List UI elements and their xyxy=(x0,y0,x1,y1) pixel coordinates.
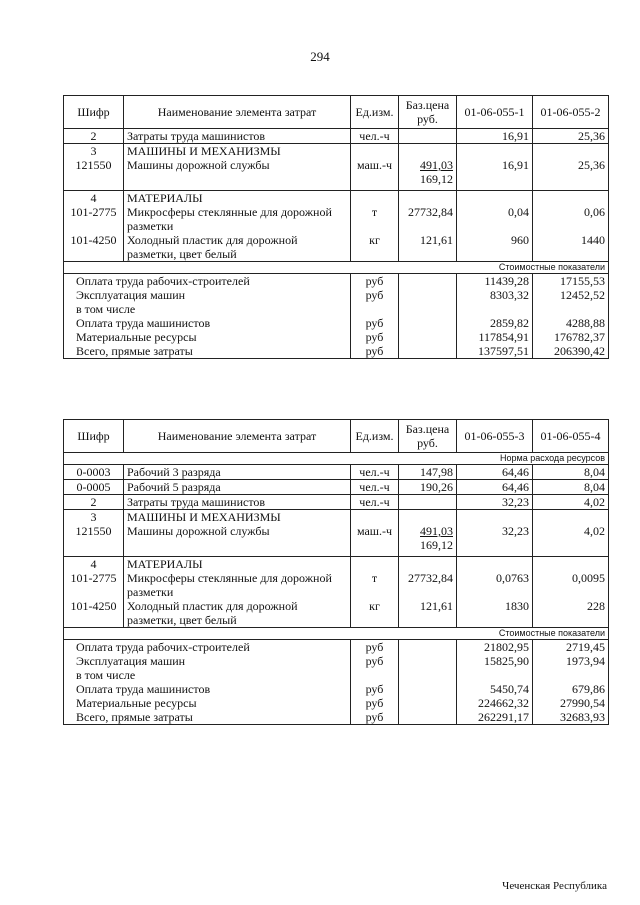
header-name: Наименование элемента затрат xyxy=(124,420,351,453)
summary-row: Оплата труда рабочих-строителей руб 21802,95 2719,45 xyxy=(64,639,609,654)
cost-caption: Стоимостные показатели xyxy=(64,627,609,639)
table-row: 101-2775 Микросферы стеклянные для дорожной разметки т 27732,84 0,0763 0,0095 xyxy=(64,571,609,599)
section-row: 3 МАШИНЫ И МЕХАНИЗМЫ xyxy=(64,144,609,159)
caption-row xyxy=(64,453,609,465)
header-col-b: 01-06-055-2 xyxy=(533,96,609,129)
header-base-price: Баз.цена руб. xyxy=(399,420,457,453)
summary-row: в том числе xyxy=(64,668,609,682)
header-base-price: Баз.цена руб. xyxy=(399,96,457,129)
summary-row: Материальные ресурсы руб 224662,32 27990,54 xyxy=(64,696,609,710)
summary-row: Оплата труда машинистов руб 2859,82 4288,88 xyxy=(64,316,609,330)
header-code: Шифр xyxy=(64,96,124,129)
table-row: 101-4250 Холодный пластик для дорожной разметки, цвет белый кг 121,61 1830 228 xyxy=(64,599,609,628)
caption-row xyxy=(64,261,609,273)
header-code: Шифр xyxy=(64,420,124,453)
table-row: 0-0003 Рабочий 3 разряда чел.-ч 147,98 64,46 8,04 xyxy=(64,465,609,480)
estimate-table-2 xyxy=(63,419,609,725)
summary-row: Материальные ресурсы руб 117854,91 176782,37 xyxy=(64,330,609,344)
summary-row: Оплата труда рабочих-строителей руб 11439,28 17155,53 xyxy=(64,273,609,288)
section-row: 4 МАТЕРИАЛЫ xyxy=(64,556,609,571)
estimate-table-1 xyxy=(63,95,609,359)
table-row: 121550 Машины дорожной службы маш.-ч 491,03 169,12 16,91 25,36 xyxy=(64,158,609,190)
section-row: 3 МАШИНЫ И МЕХАНИЗМЫ xyxy=(64,510,609,525)
section-row: 4 МАТЕРИАЛЫ xyxy=(64,190,609,205)
header-unit: Ед.изм. xyxy=(351,96,399,129)
table-row: 2 Затраты труда машинистов чел.-ч 32,23 4,02 xyxy=(64,495,609,510)
summary-row: в том числе xyxy=(64,302,609,316)
header-name: Наименование элемента затрат xyxy=(124,96,351,129)
caption-row xyxy=(64,627,609,639)
norm-caption: Норма расхода ресурсов xyxy=(64,453,609,465)
summary-row: Эксплуатация машин руб 8303,32 12452,52 xyxy=(64,288,609,302)
summary-row: Оплата труда машинистов руб 5450,74 679,86 xyxy=(64,682,609,696)
table-row: 2 Затраты труда машинистов чел.-ч 16,91 25,36 xyxy=(64,129,609,144)
table-row: 121550 Машины дорожной службы маш.-ч 491,03 169,12 32,23 4,02 xyxy=(64,524,609,556)
footer-region: Чеченская Республика xyxy=(502,880,607,892)
header-col-a: 01-06-055-1 xyxy=(457,96,533,129)
summary-row: Эксплуатация машин руб 15825,90 1973,94 xyxy=(64,654,609,668)
table-header-row xyxy=(64,420,609,453)
summary-row: Всего, прямые затраты руб 262291,17 32683,93 xyxy=(64,710,609,725)
cost-caption: Стоимостные показатели xyxy=(64,261,609,273)
page-number: 294 xyxy=(310,49,330,64)
summary-row: Всего, прямые затраты руб 137597,51 206390,42 xyxy=(64,344,609,359)
table-header-row xyxy=(64,96,609,129)
table-row: 0-0005 Рабочий 5 разряда чел.-ч 190,26 64,46 8,04 xyxy=(64,480,609,495)
header-col-a: 01-06-055-3 xyxy=(457,420,533,453)
header-col-b: 01-06-055-4 xyxy=(533,420,609,453)
table-row: 101-4250 Холодный пластик для дорожной разметки, цвет белый кг 121,61 960 1440 xyxy=(64,233,609,262)
header-unit: Ед.изм. xyxy=(351,420,399,453)
table-row: 101-2775 Микросферы стеклянные для дорожной разметки т 27732,84 0,04 0,06 xyxy=(64,205,609,233)
